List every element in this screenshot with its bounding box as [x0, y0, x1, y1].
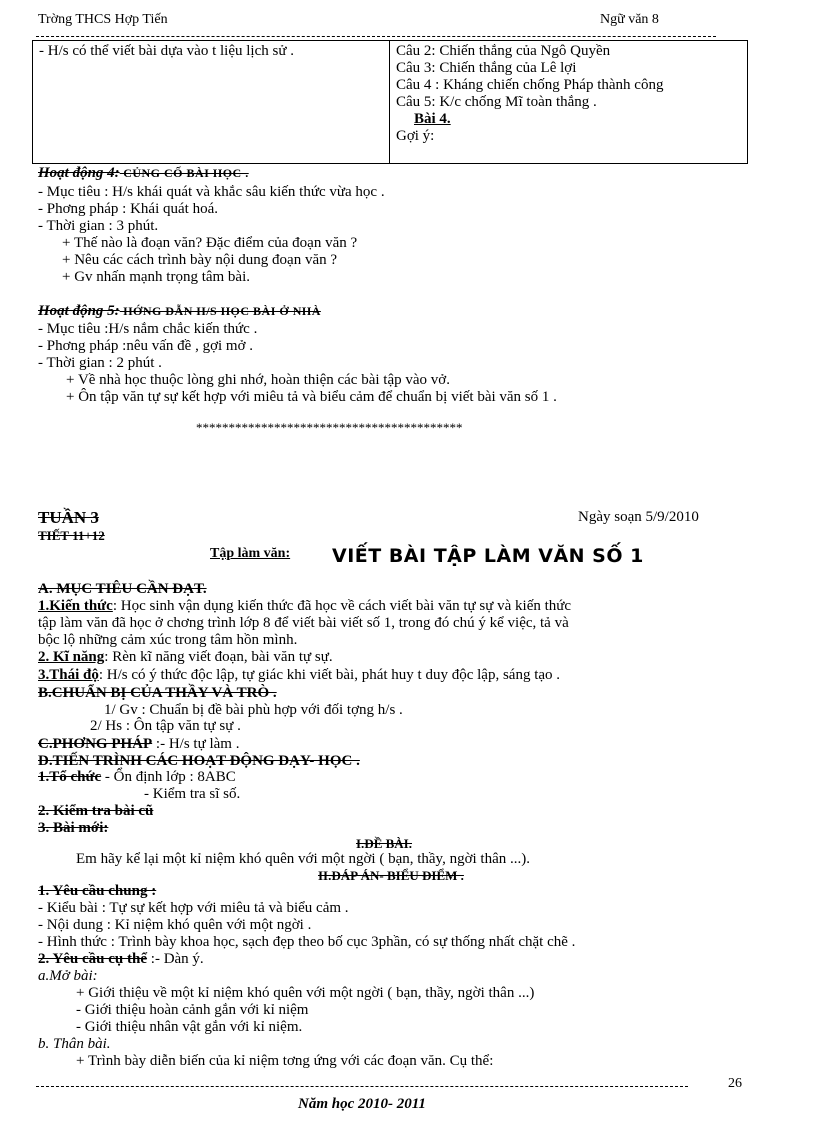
skill-line: [38, 649, 333, 666]
table-line-1: Câu 2: Chiến thắng của Ngô Quyền: [396, 43, 611, 59]
activity-4-title: [38, 165, 249, 182]
activity-5-title: [38, 303, 321, 320]
attitude-line: [38, 667, 560, 684]
activity-5-heading: HỚNG DẪN H/S HỌC BÀI Ở NHÀ: [119, 304, 321, 318]
activity-5-line: - Mục tiêu :H/s nắm chắc kiến thức .: [38, 321, 258, 337]
answer-table: [32, 40, 748, 164]
goi-y-label: Gợi ý:: [396, 128, 435, 144]
star-separator: *****************************************: [196, 420, 463, 435]
section-c-text: :- H/s tự làm .: [152, 736, 240, 752]
prep-date: Ngày soạn 5/9/2010: [578, 509, 699, 525]
activity-4-label: Hoạt động 4:: [38, 165, 120, 181]
activity-5-sub: + Về nhà học thuộc lòng ghi nhớ, hoàn thiện các bài tập vào vở.: [66, 372, 450, 388]
skill-text: : Rèn kĩ năng viết đoạn, bài văn tự sự.: [104, 649, 333, 665]
table-left-text: - H/s có thể viết bài dựa vào t liệu lịch sử .: [39, 43, 294, 59]
subject-name: Ngữ văn 8: [600, 12, 659, 27]
general-req-line: - Hình thức : Trình bày khoa học, sạch đẹp theo bố cục 3phần, có sự thống nhất chặt chẽ .: [38, 934, 576, 950]
general-req-title: 1. Yêu cầu chung :: [38, 883, 157, 899]
footer-divider: [36, 1086, 688, 1087]
specific-req-text: :- Dàn ý.: [147, 951, 204, 967]
new-lesson: 3. Bài mới:: [38, 820, 109, 836]
activity-4-sub: + Gv nhấn mạnh trọng tâm bài.: [62, 269, 251, 285]
body-line: + Trình bày diễn biến của kỉ niệm tơng ứng với các đoạn văn. Cụ thể:: [76, 1053, 494, 1069]
table-line-3: Câu 4 : Kháng chiến chống Pháp thành công: [396, 77, 664, 93]
specific-req-line: [38, 951, 204, 968]
section-c-line: [38, 736, 239, 753]
knowledge-text: : Học sinh vận dụng kiến thức đã học về cách viết bài văn tự sự và kiến thức: [112, 598, 572, 614]
activity-5-sub: + Ôn tập văn tự sự kết hợp với miêu tả và biểu cảm để chuẩn bị viết bài văn số 1 .: [66, 389, 557, 405]
table-line-4: Câu 5: K/c chống Mĩ toàn thắng .: [396, 94, 597, 110]
general-req-line: - Kiểu bài : Tự sự kết hợp với miêu tả và biểu cảm .: [38, 900, 349, 916]
roll-call: - Kiểm tra sĩ số.: [144, 786, 241, 802]
exam-prompt: Em hãy kể lại một kỉ niệm khó quên với một ngời ( bạn, thầy, ngời thân ...).: [76, 851, 530, 867]
knowledge-line-2: tập làm văn đã học ở chơng trình lớp 8 để viết bài viết số 1, trong đó chú ý kể việc, tả và: [38, 615, 569, 631]
organization-text: - Ổn định lớp : 8ABC: [101, 769, 236, 785]
body-title: b. Thân bài.: [38, 1036, 111, 1052]
intro-line: - Giới thiệu nhân vật gắn với kỉ niệm.: [76, 1019, 303, 1035]
school-name: Trờng THCS Hợp Tiến: [38, 12, 168, 27]
intro-title: a.Mở bài:: [38, 968, 98, 984]
table-line-2: Câu 3: Chiến thắng của Lê lợi: [396, 60, 577, 76]
section-c-title: C.PHƠNG PHÁP: [38, 736, 153, 752]
lesson-label: TIẾT 11+12: [38, 528, 105, 543]
activity-4-heading: CỦNG CỐ BÀI HỌC .: [119, 166, 249, 180]
week-label: TUẦN 3: [38, 508, 99, 527]
specific-req-title: 2. Yêu cầu cụ thể: [38, 951, 148, 967]
activity-4-line: - Mục tiêu : H/s khái quát và khắc sâu kiến thức vừa học .: [38, 184, 385, 200]
knowledge-label: 1.Kiến thức: [38, 598, 113, 614]
section-a-title: A. MỤC TIÊU CẦN ĐẠT.: [38, 581, 207, 597]
section-b-title: B.CHUẨN BỊ CỦA THẦY VÀ TRÒ .: [38, 685, 277, 701]
attitude-text: : H/s có ý thức độc lập, tự giác khi viết bài, phát huy t duy độc lập, sáng tạo .: [98, 667, 561, 683]
organization-label: 1.Tổ chức: [38, 769, 102, 785]
organization-line: [38, 769, 236, 786]
activity-4-sub: + Thế nào là đoạn văn? Đặc điểm của đoạn văn ?: [62, 235, 358, 251]
table-right-cell: [390, 41, 748, 164]
skill-label: 2. Kĩ năng: [38, 649, 105, 665]
section-d-title: D.TIẾN TRÌNH CÁC HOẠT ĐỘNG DẠY- HỌC .: [38, 753, 360, 769]
page-number: 26: [728, 1076, 742, 1091]
old-lesson-check: 2. Kiểm tra bài cũ: [38, 803, 154, 819]
attitude-label: 3.Thái độ: [38, 667, 99, 683]
activity-4-line: - Phơng pháp : Khái quát hoá.: [38, 201, 218, 217]
table-left-cell: [33, 41, 390, 164]
school-year: Năm học 2010- 2011: [298, 1096, 426, 1112]
general-req-line: - Nội dung : Kỉ niệm khó quên với một ngời .: [38, 917, 312, 933]
knowledge-line: [38, 598, 776, 615]
activity-4-sub: + Nêu các cách trình bày nội dung đoạn văn ?: [62, 252, 338, 268]
activity-5-line: - Thời gian : 2 phút .: [38, 355, 162, 371]
answer-key-title: II.ĐÁP ÁN- BIỂU ĐIỂM .: [318, 868, 464, 883]
lesson-title: VIẾT BÀI TẬP LÀM VĂN SỐ 1: [332, 545, 644, 567]
subject-label: Tập làm văn:: [210, 546, 291, 561]
student-prep: 2/ Hs : Ôn tập văn tự sự .: [90, 718, 241, 734]
teacher-prep: 1/ Gv : Chuẩn bị đề bài phù hợp với đối tợng h/s .: [104, 702, 403, 718]
activity-4-line: - Thời gian : 3 phút.: [38, 218, 159, 234]
header-divider: [36, 36, 716, 37]
exam-title: I.ĐỀ BÀI.: [356, 836, 412, 851]
bai4-label: Bài 4.: [414, 111, 451, 127]
activity-5-label: Hoạt động 5:: [38, 303, 120, 319]
intro-line: + Giới thiệu về một kỉ niệm khó quên với một ngời ( bạn, thầy, ngời thân ...): [76, 985, 535, 1001]
knowledge-line-3: bộc lộ những cảm xúc trong tâm hồn mình.: [38, 632, 298, 648]
activity-5-line: - Phơng pháp :nêu vấn đề , gợi mở .: [38, 338, 254, 354]
intro-line: - Giới thiệu hoàn cảnh gắn với kỉ niệm: [76, 1002, 309, 1018]
